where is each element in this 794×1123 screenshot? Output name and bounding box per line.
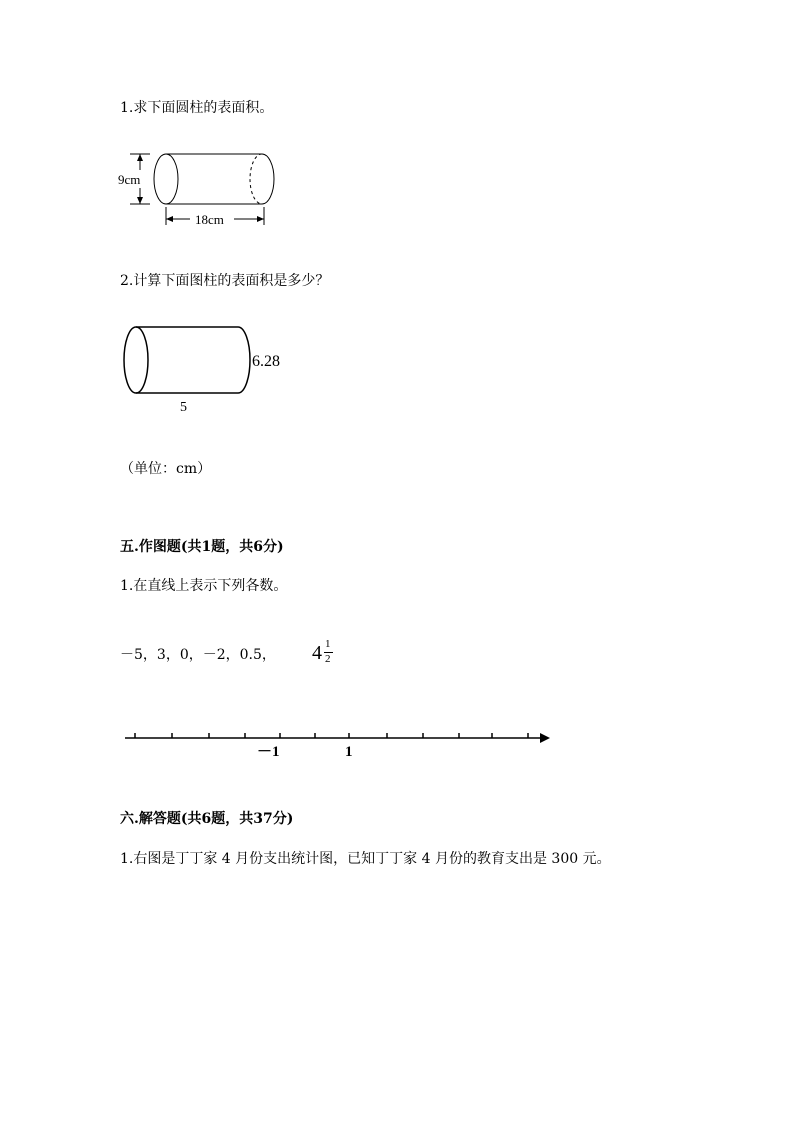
mixed-whole: 4 [312,642,322,664]
section-6-title: 六.解答题(共6题，共37分) [120,811,294,827]
mixed-denominator: 2 [325,653,331,665]
numbers-list: －5，3，0，－2，0.5， [120,647,276,663]
question-2-text: 2.计算下面图柱的表面积是多少？ [120,273,330,289]
height-label: 9cm [118,172,141,187]
cylinder-figure-1 [118,145,283,230]
section-5-title: 五.作图题(共1题，共6分) [120,539,284,555]
mixed-numerator: 1 [325,638,331,650]
question-1-text: 1.求下面圆柱的表面积。 [120,100,274,116]
cylinder-figure-2 [118,318,298,418]
mixed-number [312,638,342,678]
number-line-arrow [540,733,550,743]
unit-note: （单位：cm） [120,461,212,477]
axis-label-positive-1: 1 [345,744,353,760]
bottom-label: 5 [180,400,187,415]
axis-label-negative-1: －1 [257,744,280,760]
length-label: 18cm [195,212,224,227]
right-label: 6.28 [252,353,280,370]
section-6-question-1: 1.右图是丁丁家 4 月份支出统计图，已知丁丁家 4 月份的教育支出是 300 元。 [120,851,611,867]
section-5-question-1: 1.在直线上表示下列各数。 [120,578,288,594]
number-line [120,726,560,762]
